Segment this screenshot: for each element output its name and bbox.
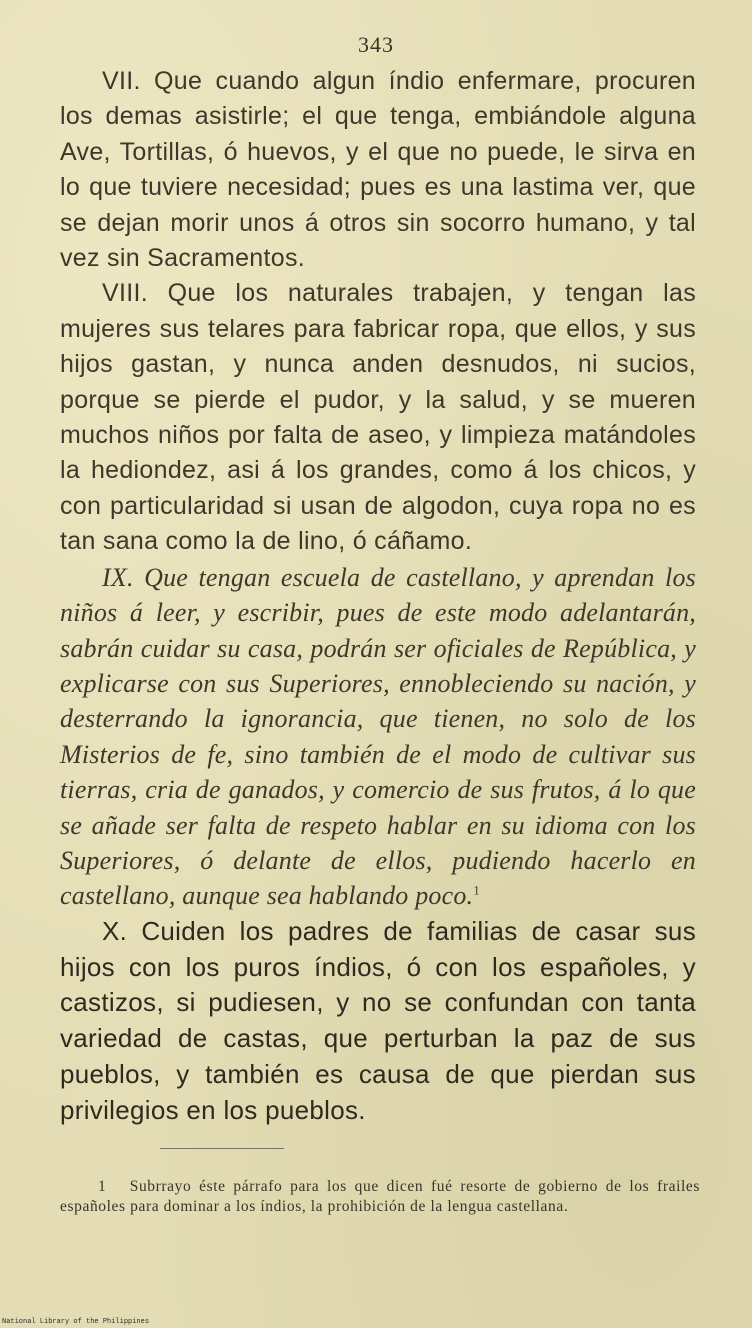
library-credit: National Library of the Philippines: [2, 1318, 150, 1326]
footnote: [60, 1177, 700, 1217]
paragraph-x: X. Cuiden los padres de familias de casar sus hijos con los puros índios, ó con los españoles, y castizos, si pudiesen, y no se confundan con tanta variedad de castas, que perturban la paz de sus pueblos, y también es causa de que pierdan sus privilegios en los pueblos.: [60, 915, 696, 1125]
footnote-text: Subrrayo éste párrafo para los que dicen fué resorte de gobierno de los frailes españoles para dominar a los índios, la prohibición de la lengua castellana.: [60, 1177, 700, 1215]
paragraph-viii: VIII. Que los naturales trabajen, y tengan las mujeres sus telares para fabricar ropa, que ellos, y sus hijos gastan, y nunca anden desnudos, ni sucios, porque se pierde el pudor, y la salud, y se mueren muchos niños por falta de aseo, y limpieza matándoles la hediondez, asi á los grandes, como á los chicos, y con particularidad si usan de algodon, cuya ropa no es tan sana como la de lino, ó cáñamo.: [60, 279, 696, 556]
paragraph-vii: VII. Que cuando algun índio enfermare, procuren los demas asistirle; el que tenga, embiándole alguna Ave, Tortillas, ó huevos, y el que no puede, le sirva en lo que tuviere necesidad; pues es una lastima ver, que se dejan morir unos á otros sin socorro humano, y tal vez sin Sacramentos.: [60, 67, 696, 273]
paragraph-ix: [60, 560, 696, 914]
page-number: 343: [358, 32, 394, 57]
footnote-divider: [160, 1148, 284, 1149]
body-text: [60, 64, 696, 1129]
footnote-marker: 1: [98, 1177, 107, 1195]
paragraph-ix-text: IX. Que tengan escuela de castellano, y aprendan los niños á leer, y escribir, pues de este modo adelantarán, sabrán cuidar su casa, podrán ser oficiales de República, y explicarse con sus Superiores, ennobleciendo su nación, y desterrando la ignorancia, que tienen, no solo de los Misterios de fe, sino también de el modo de cultivar sus tierras, cria de ganados, y comercio de sus frutos, á lo que se añade ser falta de respeto hablar en su idioma con los Superiores, ó delante de ellos, pudiendo hacerlo en castellano, aunque sea hablando poco.: [60, 562, 696, 911]
footnote-reference: 1: [473, 882, 480, 898]
